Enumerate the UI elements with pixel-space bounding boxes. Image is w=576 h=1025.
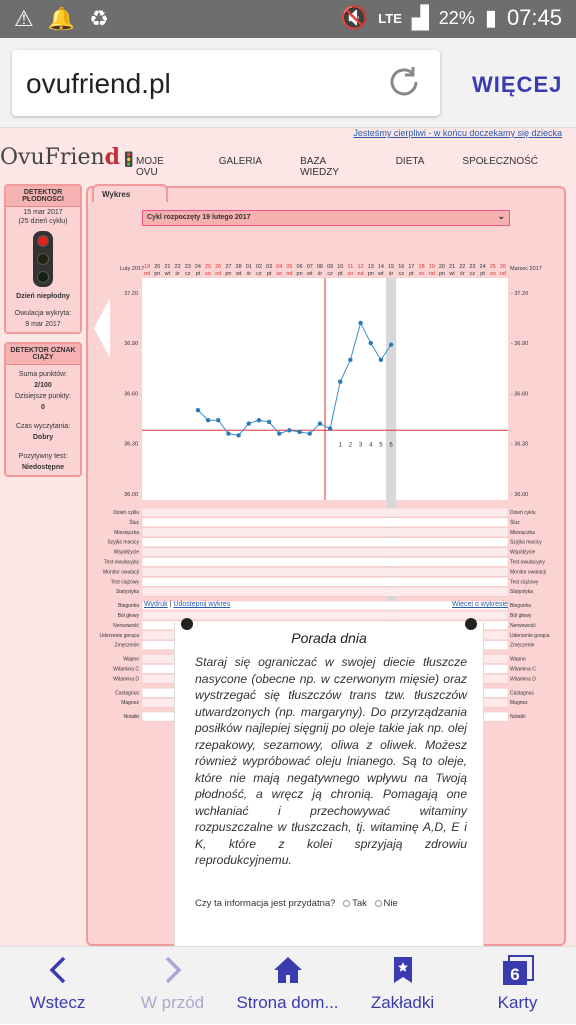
weekday-label: cz (398, 271, 404, 277)
no-radio[interactable] (375, 900, 382, 907)
pin-icon (181, 618, 193, 630)
temperature-point (206, 418, 210, 422)
date-label: 22 (174, 264, 181, 270)
weekday-label: so (489, 271, 496, 277)
temperature-point (297, 430, 301, 434)
row-label-right: Castagnus (510, 690, 534, 697)
tab-wykres[interactable]: Wykres (92, 184, 168, 202)
date-label: 14 (377, 264, 384, 270)
date-label: 16 (398, 264, 405, 270)
chart-row (142, 548, 508, 557)
date-label: 19 (144, 264, 151, 270)
weekday-label: pt (409, 271, 414, 277)
cycle-select[interactable] (142, 210, 510, 226)
date-label: 22 (459, 264, 466, 270)
weekday-label: so (418, 271, 425, 277)
tabs-icon (460, 947, 575, 993)
row-label-left: Zmęczenie (114, 642, 139, 649)
battery-icon: ▮ (484, 5, 497, 30)
detector-cycle-day: (25 dzień cyklu) (18, 218, 68, 225)
date-label: 19 (428, 264, 435, 270)
weekday-label: nd (499, 271, 506, 277)
temperature-point (226, 431, 230, 435)
chart-row (142, 528, 508, 537)
row-label-left: Miesiączka (114, 529, 139, 536)
weekday-label: cz (469, 271, 476, 277)
weekday-label: wt (235, 271, 242, 277)
date-label: 10 (337, 264, 344, 270)
warning-icon: ⚠ (14, 6, 34, 31)
temperature-point (277, 431, 281, 435)
row-label-left: Castagnus (115, 690, 139, 697)
weekday-label: pt (195, 271, 201, 277)
row-label-left: Notatki (123, 714, 139, 721)
row-label-right: Monitor owulacji (510, 569, 546, 576)
wait-value: Dobry (32, 434, 54, 441)
print-link[interactable]: Wydruk (144, 601, 168, 608)
site-logo[interactable]: OvuFriend🚦 (0, 144, 138, 170)
temperature-point (236, 433, 240, 437)
y-tick-right: - 36.00 (511, 492, 529, 498)
chart-row (142, 567, 508, 576)
date-label: 15 (388, 264, 395, 270)
y-tick-left: 36.00 (124, 492, 138, 498)
main-nav (136, 156, 576, 178)
traffic-light-icon (33, 231, 53, 287)
row-label-left: Magnez (121, 700, 139, 707)
forward-button[interactable] (115, 947, 230, 1025)
date-label: 21 (449, 264, 456, 270)
date-label: 20 (154, 264, 161, 270)
more-button[interactable]: WIĘCEJ (472, 72, 563, 97)
row-label-right: Test owulacyjny (510, 559, 546, 566)
y-tick-left: 36.90 (124, 341, 138, 348)
pin-icon (465, 618, 477, 630)
nav-item-baza-wiedzy[interactable]: BAZA WIEDZY (300, 156, 339, 178)
row-label-right: Dzień cyklu (510, 510, 536, 516)
cycle-select-value: Cykl rozpoczęty 19 lutego 2017 (147, 214, 251, 221)
chart-row (142, 577, 508, 586)
fertility-title: DETEKTOR PŁODNOŚCI (6, 186, 80, 207)
weekday-label: wt (164, 271, 171, 277)
nav-item-dieta[interactable]: DIETA (395, 156, 425, 167)
tip-title: Porada dnia (291, 630, 367, 646)
weekday-label: cz (256, 271, 262, 277)
test-label: Pozytywny test: (18, 453, 68, 460)
test-value: Niedostępne (21, 464, 64, 471)
back-button[interactable] (0, 947, 115, 1025)
temperature-point (369, 341, 373, 345)
weekday-label: śr (388, 271, 394, 277)
ovulation-date: 9 mar 2017 (25, 321, 61, 328)
weekday-label: nd (286, 271, 293, 277)
temperature-point (358, 321, 362, 325)
weekday-label: nd (215, 271, 222, 277)
weekday-label: nd (144, 271, 151, 277)
browser-bottom-nav (0, 946, 576, 1024)
row-label-right: Witamina D (510, 676, 536, 683)
more-about-chart-link[interactable]: Więcej o wykresie (451, 601, 508, 608)
today-label: Dzisiejsze punkty: (14, 393, 72, 400)
weekday-label: śr (459, 271, 465, 277)
post-ovulation-label: 4 (369, 442, 373, 449)
row-label-right: Statystyka (510, 589, 534, 596)
row-label-left: Dzień cyklu (113, 510, 139, 516)
weekday-label: pn (438, 271, 445, 277)
row-label-right: Wapno (510, 656, 526, 663)
clock: 07:45 (506, 5, 562, 30)
date-label: 24 (194, 264, 201, 270)
weekday-label: pn (296, 271, 303, 277)
weekday-label: wt (449, 271, 455, 277)
url-text[interactable]: ovufriend.pl (26, 68, 171, 99)
browser-toolbar (0, 38, 576, 128)
row-label-left: Śluz (129, 519, 139, 526)
sidebar (4, 184, 82, 485)
tabs-button[interactable] (460, 947, 575, 1025)
weekday-label: śr (317, 271, 323, 277)
weekday-label: pn (154, 271, 161, 277)
row-label-right: Nerwowość (510, 622, 536, 629)
temperature-point (328, 426, 332, 430)
temperature-point (196, 408, 200, 412)
temperature-point (308, 431, 312, 435)
weekday-label: nd (357, 271, 364, 277)
row-label-right: Witamina C (510, 666, 536, 673)
tip-text: Staraj się ograniczać w swojej diecie tłuszcze nasycone (obecne np. w czerwonym mięsie) oraz wystrzegać się tłuszczów trans tzw. tłuszczów utwardzonych (np. margaryny). Do przyrządzania posiłków najlepiej sięgnij po oleje takie jak np. olej rzepakowy, sezamowy, oliwa z oliwek. Możesz również wypróbować oleju lnianego. Są to oleje, które nie mają negatywnego wpływu na Twoją płodność, a wręcz ją chronią. Pomagają one wchłaniać i przechowywać witaminy rozpuszczalne w tłuszczach, tj. witaminę A,D, E i K, które z kolei sprzyjają zdrowiu reprodukcyjnemu. (195, 655, 467, 867)
today-value: 0 (41, 404, 45, 411)
date-label: 01 (245, 264, 252, 270)
temperature-point (338, 379, 342, 383)
date-label: 08 (316, 264, 323, 270)
weekday-label: so (347, 271, 354, 277)
row-label-right: Współżycie (510, 549, 536, 556)
date-label: 23 (469, 264, 476, 270)
row-label-right: Zmęczenie (510, 642, 535, 649)
yes-radio[interactable] (343, 900, 350, 907)
post-ovulation-label: 3 (358, 442, 363, 449)
y-tick-left: 37.20 (124, 290, 138, 297)
fertility-detector[interactable] (4, 184, 82, 334)
y-tick-right: - 37.20 (511, 290, 529, 297)
row-label-left: Wapno (123, 656, 139, 663)
row-label-left: Monitor owulacji (103, 569, 139, 576)
no-label[interactable]: Nie (383, 898, 398, 909)
temperature-point (257, 418, 261, 422)
weekday-label: pn (225, 271, 232, 277)
weekday-label: pt (480, 271, 485, 277)
temperature-point (379, 358, 383, 362)
post-ovulation-label: 5 (379, 442, 383, 449)
weekday-label: nd (428, 271, 435, 277)
sum-value: 2/100 (34, 382, 52, 389)
pregnancy-detector[interactable] (4, 342, 82, 477)
date-label: 11 (347, 264, 354, 270)
y-tick-right: - 36.60 (511, 391, 529, 398)
row-label-right: Ból głowy (510, 613, 532, 619)
row-label-left: Test owulacyjny (103, 559, 139, 566)
row-label-right: Magnez (510, 700, 528, 707)
date-label: 09 (327, 264, 334, 270)
date-label: 12 (357, 264, 364, 270)
date-label: 27 (225, 264, 232, 270)
weekday-label: wt (378, 271, 384, 277)
y-tick-left: 36.60 (124, 391, 138, 398)
date-label: 25 (489, 264, 496, 270)
row-label-left: Witamina C (113, 666, 139, 673)
temperature-point (389, 343, 393, 347)
temperature-point (247, 421, 251, 425)
chart-row (142, 558, 508, 567)
month-left: Luty 2017 (120, 266, 145, 272)
date-label: 26 (215, 264, 222, 270)
detector-date: 15 mar 2017 (23, 209, 63, 216)
signal-icon: ▟ (411, 5, 429, 30)
date-label: 24 (479, 264, 486, 270)
temperature-point (216, 418, 220, 422)
address-bar[interactable] (12, 50, 440, 116)
temperature-point (287, 428, 291, 432)
tab-count: 6 (509, 965, 520, 984)
chevron-down-icon: ⌄ (497, 211, 505, 221)
sum-label: Suma punktów: (18, 371, 68, 378)
home-icon (230, 947, 345, 993)
y-tick-right: - 36.90 (511, 341, 529, 348)
wait-label: Czas wyczytania: (15, 423, 71, 430)
month-right: Marzec 2017 (510, 266, 542, 272)
nav-item-galeria[interactable]: GALERIA (218, 156, 263, 167)
back-arrow-icon (0, 947, 115, 993)
nav-item-spolecznosc[interactable]: SPOŁECZNOŚĆ (462, 156, 538, 167)
row-label-right: Miesiączka (510, 529, 535, 536)
feedback-question (195, 898, 398, 909)
row-label-left: Statystyka (115, 589, 139, 596)
network-type: LTE (378, 10, 402, 26)
row-label-right: Biegunka (510, 603, 531, 610)
forward-label: W przód (140, 993, 205, 1012)
chart-row (142, 518, 508, 527)
bookmarks-label: Zakładki (370, 993, 435, 1012)
fertility-state: Dzień niepłodny (16, 293, 70, 300)
reload-icon[interactable] (386, 64, 422, 100)
date-label: 21 (164, 264, 171, 270)
chart-row (142, 508, 508, 517)
date-label: 05 (286, 264, 293, 270)
bookmarks-button[interactable] (345, 947, 460, 1025)
daily-tip-card (174, 622, 484, 948)
footer-sep: | (167, 601, 174, 608)
tagline-link[interactable]: Jesteśmy cierpliwi - w końcu doczekamy się dziecka (353, 128, 562, 138)
status-bar (0, 0, 576, 38)
row-label-left: Współżycie (113, 549, 139, 556)
row-label-left: Szyjka macicy (107, 539, 139, 546)
weekday-label: so (276, 271, 283, 277)
date-label: 03 (266, 264, 273, 270)
date-label: 18 (418, 264, 425, 270)
row-label-left: Witamina D (113, 676, 139, 683)
weekday-label: cz (185, 271, 191, 277)
post-ovulation-label: 1 (338, 442, 342, 449)
chart-row (142, 538, 508, 547)
date-label: 04 (276, 264, 283, 270)
date-label: 28 (235, 264, 242, 270)
date-label: 13 (367, 264, 374, 270)
home-label: Strona dom... (236, 993, 339, 1012)
bookmark-icon (345, 947, 460, 993)
date-label: 06 (296, 264, 303, 270)
date-label: 02 (255, 264, 262, 270)
date-label: 26 (499, 264, 506, 270)
weekday-label: so (205, 271, 211, 277)
battery-level: 22% (438, 7, 475, 28)
nav-item-moje-ovu[interactable]: MOJE OVU (136, 156, 164, 178)
chart-footer (144, 601, 508, 608)
row-label-left: Biegunka (118, 603, 139, 610)
date-label: 17 (408, 264, 415, 270)
date-label: 23 (184, 264, 191, 270)
back-label: Wstecz (29, 993, 86, 1012)
tabs-label: Karty (497, 993, 538, 1012)
home-button[interactable] (230, 947, 345, 1025)
mute-icon: 🔇 (340, 5, 369, 30)
question-text: Czy ta informacja jest przydatna? (195, 898, 336, 909)
post-ovulation-label: 2 (348, 442, 353, 449)
pregnancy-title: DETEKTOR OZNAK CIĄŻY (6, 344, 80, 365)
weekday-label: pt (337, 271, 343, 277)
row-label-right: Test ciążowy (510, 579, 539, 586)
row-label-right: Szyjka macicy (510, 539, 542, 546)
weekday-label: pt (266, 271, 272, 277)
recycle-icon: ♻ (89, 6, 109, 31)
row-label-left: Nerwowość (113, 622, 139, 629)
row-label-right: Uderzenie gorąca (510, 632, 550, 639)
temperature-point (267, 420, 271, 424)
temperature-point (348, 358, 352, 362)
row-label-left: Uderzenie gorąca (99, 632, 139, 639)
weekday-label: śr (246, 271, 252, 277)
post-ovulation-label: 6 (389, 442, 393, 449)
weekday-label: wt (307, 271, 313, 277)
weekday-label: śr (175, 271, 180, 277)
notification-icon: 🔔 (47, 6, 76, 31)
weekday-label: pn (367, 271, 374, 277)
yes-label[interactable]: Tak (352, 898, 367, 909)
date-label: 07 (306, 264, 313, 270)
y-tick-left: 36.30 (124, 441, 138, 448)
ovulation-label: Owulacja wykryta: (14, 310, 72, 317)
weekday-label: cz (327, 271, 333, 277)
chart-row (142, 587, 508, 596)
y-tick-right: - 36.30 (511, 441, 529, 448)
traffic-light-icon: 🚦 (120, 152, 138, 168)
row-label-left: Ból głowy (117, 613, 139, 619)
web-page (0, 128, 576, 946)
date-label: 25 (205, 264, 212, 270)
forward-arrow-icon (115, 947, 230, 993)
date-label: 20 (438, 264, 445, 270)
row-label-right: Śluz (510, 519, 520, 526)
row-label-left: Test ciążowy (110, 579, 139, 586)
temperature-point (318, 421, 322, 425)
chart-row (142, 611, 508, 620)
share-link[interactable]: Udostępnij wykres (173, 601, 231, 608)
row-label-right: Notatki (510, 714, 526, 721)
